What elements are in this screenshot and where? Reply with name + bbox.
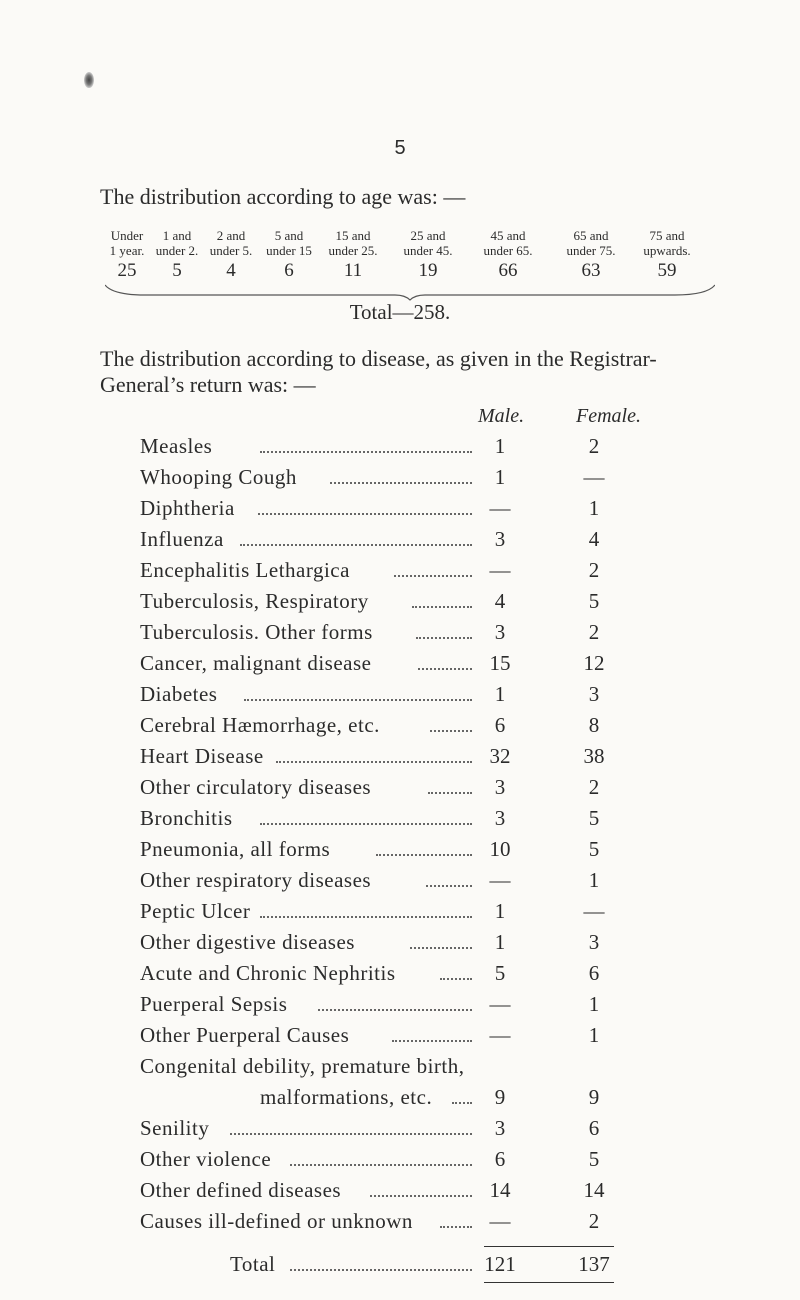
disease-label: Whooping Cough [140,465,297,489]
table-row [140,744,660,770]
female-count: 4 [588,527,600,551]
table-row [140,1209,660,1235]
disease-label: Tuberculosis, Respiratory [140,589,369,613]
disease-label: Acute and Chronic Nephritis [140,961,396,985]
female-count: 2 [588,434,600,458]
male-count: 1 [494,434,506,458]
table-row [140,589,660,615]
table-row [140,992,660,1018]
female-count: 2 [588,775,600,799]
table-row [140,837,660,863]
male-count: 1 [494,465,506,489]
age-group-count: 6 [284,260,294,281]
disease-label: Cerebral Hæmorrhage, etc. [140,713,380,737]
age-total: Total—258. [349,300,451,324]
table-row [140,434,660,460]
disease-distribution-heading: The distribution according to disease, as given in the Registrar- General’s return was: — [100,346,657,397]
disease-label: Bronchitis [140,806,233,830]
age-group-label: 15 and under 25. [328,228,378,258]
age-group [556,228,626,282]
table-row [140,527,660,553]
disease-label: Other Puerperal Causes [140,1023,350,1047]
age-group [318,228,388,282]
total-row [140,1252,660,1278]
table-row [140,868,660,894]
age-group-label: 2 and under 5. [209,228,253,258]
table-row [140,651,660,677]
age-group-count: 5 [172,260,182,281]
female-count: 5 [588,589,600,613]
male-count: 9 [494,1085,506,1109]
female-count: 8 [588,713,600,737]
table-row [140,1023,660,1049]
disease-label: Other circulatory diseases [140,775,372,799]
age-group [473,228,543,282]
table-row [140,930,660,956]
male-count: — [489,558,511,582]
male-count: 3 [494,620,506,644]
disease-label: Senility [140,1116,210,1140]
table-row [140,1054,660,1080]
disease-label: Measles [140,434,213,458]
disease-label: Other violence [140,1147,272,1171]
table-row [140,465,660,491]
age-distribution-heading: The distribution according to age was: — [100,184,466,209]
age-group-count: 25 [117,260,137,281]
female-count: 6 [588,1116,600,1140]
female-column-header: Female. [576,405,641,427]
age-group-label: 65 and under 75. [566,228,616,258]
disease-label: Heart Disease [140,744,264,768]
female-count: 3 [588,930,600,954]
male-count: 10 [489,837,511,861]
male-count: 14 [489,1178,511,1202]
male-count: 1 [494,682,506,706]
disease-label: Causes ill-defined or unknown [140,1209,413,1233]
disease-label: Diabetes [140,682,218,706]
disease-label: Other respiratory diseases [140,868,372,892]
table-row [140,558,660,584]
table-row [140,682,660,708]
female-count: 3 [588,682,600,706]
male-count: 1 [494,930,506,954]
female-total: 137 [578,1252,610,1276]
disease-label: Peptic Ulcer [140,899,251,923]
female-count: 1 [588,992,600,1016]
male-count: 3 [494,806,506,830]
age-group-count: 63 [581,260,601,281]
male-count: — [489,1209,511,1233]
female-count: 2 [588,620,600,644]
female-count: 5 [588,1147,600,1171]
disease-label: Cancer, malignant disease [140,651,372,675]
table-row [140,1085,660,1111]
age-group-label: Under 1 year. [109,228,145,258]
female-count: — [583,899,605,923]
male-column-header: Male. [478,405,525,427]
total-top-rule [484,1246,614,1247]
age-group-label: 1 and under 2. [155,228,199,258]
age-group-label: 5 and under 15 [266,228,312,258]
total-bottom-rule [484,1282,614,1283]
female-count: 9 [588,1085,600,1109]
female-count: 2 [588,558,600,582]
male-count: 15 [489,651,511,675]
age-group-count: 59 [657,260,677,281]
table-row [140,1147,660,1173]
disease-label: Influenza [140,527,224,551]
ink-blot [84,72,94,88]
age-group-count: 19 [418,260,438,281]
table-row [140,775,660,801]
total-label: Total [230,1252,276,1276]
age-group-count: 4 [226,260,236,281]
disease-label: Congenital debility, premature birth, [140,1054,465,1078]
age-group [393,228,463,282]
disease-label: Other digestive diseases [140,930,355,954]
male-count: 5 [494,961,506,985]
age-group [632,228,702,282]
female-count: 1 [588,868,600,892]
table-row [140,899,660,925]
table-row [140,961,660,987]
age-group-count: 66 [498,260,518,281]
table-row [140,1116,660,1142]
male-count: 6 [494,713,506,737]
male-count: — [489,496,511,520]
male-count: 1 [494,899,506,923]
male-total: 121 [484,1252,516,1276]
disease-label: Tuberculosis. Other forms [140,620,373,644]
female-count: 38 [583,744,605,768]
age-total-brace [105,283,715,301]
age-group [254,228,324,282]
male-count: — [489,868,511,892]
page-number: 5 [394,137,406,159]
male-count: 6 [494,1147,506,1171]
female-count: 12 [583,651,605,675]
male-count: 3 [494,527,506,551]
female-count: 6 [588,961,600,985]
male-count: — [489,992,511,1016]
disease-label: malformations, etc. [260,1085,433,1109]
female-count: 14 [583,1178,605,1202]
disease-label: Diphtheria [140,496,235,520]
disease-label: Pneumonia, all forms [140,837,331,861]
female-count: 5 [588,806,600,830]
female-count: 5 [588,837,600,861]
male-count: 4 [494,589,506,613]
female-count: 1 [588,496,600,520]
table-row [140,496,660,522]
disease-label: Puerperal Sepsis [140,992,288,1016]
age-group-count: 11 [343,260,363,281]
female-count: 2 [588,1209,600,1233]
table-row [140,1178,660,1204]
male-count: 3 [494,1116,506,1140]
disease-label: Encephalitis Lethargica [140,558,350,582]
male-count: 3 [494,775,506,799]
age-group-label: 25 and under 45. [403,228,453,258]
age-group-label: 75 and upwards. [643,228,691,258]
female-count: 1 [588,1023,600,1047]
age-group-label: 45 and under 65. [483,228,533,258]
female-count: — [583,465,605,489]
male-count: 32 [489,744,511,768]
disease-label: Other defined diseases [140,1178,342,1202]
table-row [140,713,660,739]
male-count: — [489,1023,511,1047]
table-row [140,620,660,646]
table-row [140,806,660,832]
